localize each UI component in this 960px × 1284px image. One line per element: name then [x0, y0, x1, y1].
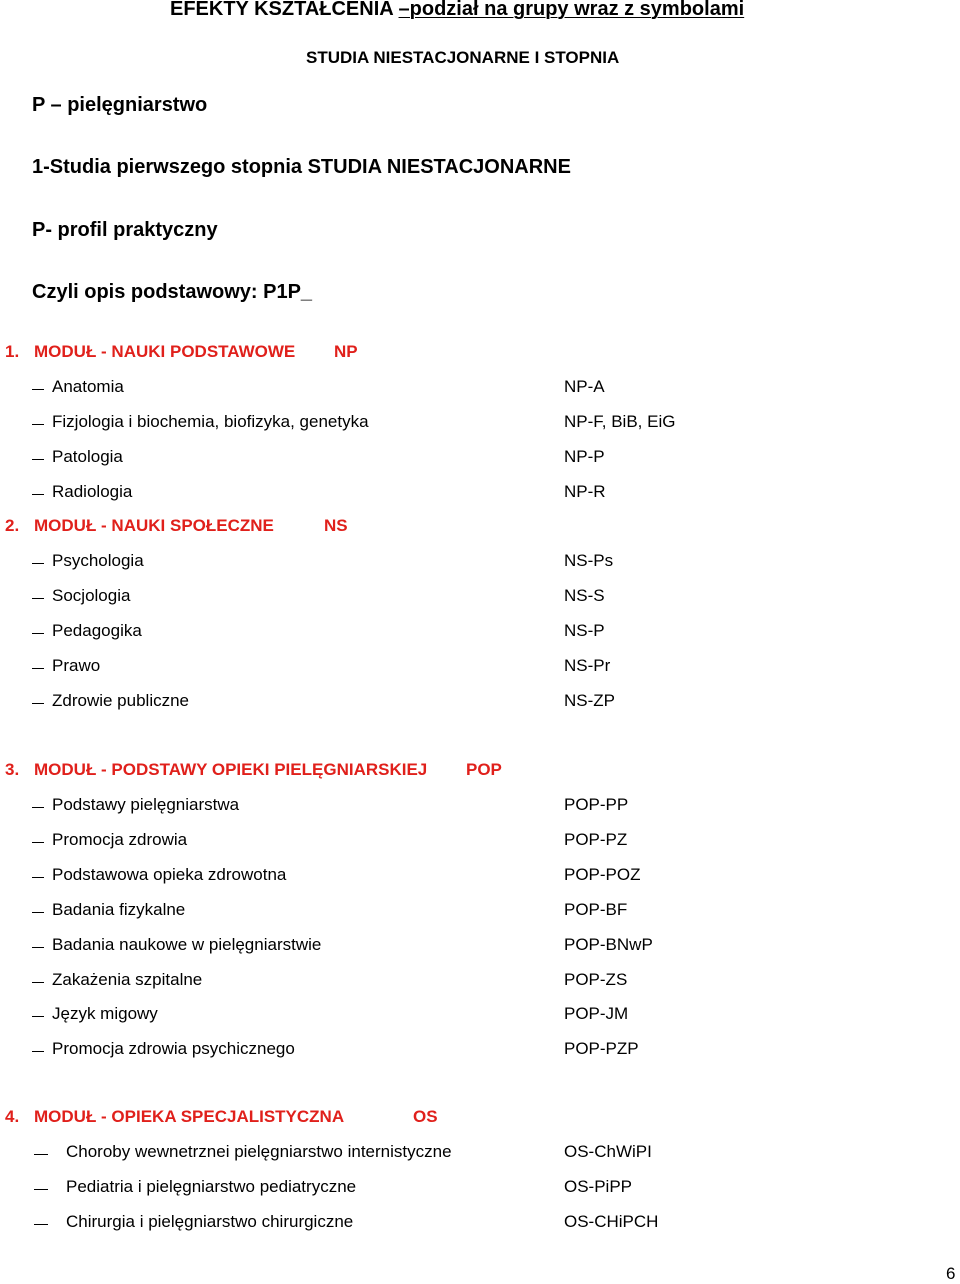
list-bullet-dash [32, 563, 44, 564]
subject-symbol: NS-P [564, 621, 605, 640]
subject-name: Pedagogika [52, 621, 142, 640]
module-code: NP [334, 342, 358, 361]
list-bullet-dash [32, 807, 44, 808]
module-number: 1. [5, 342, 20, 361]
subject-name: Podstawy pielęgniarstwa [52, 795, 240, 814]
title-underlined: –podział na grupy wraz z symbolami [398, 0, 745, 20]
list-bullet-dash [34, 1189, 48, 1190]
subject-symbol: POP-JM [564, 1004, 629, 1023]
list-bullet-dash [32, 982, 44, 983]
list-bullet-dash [32, 494, 44, 495]
subject-symbol: NS-Pr [564, 656, 611, 675]
list-bullet-dash [32, 389, 44, 390]
module-number: 4. [5, 1107, 20, 1126]
module-code: POP [466, 760, 502, 779]
module-code: OS [413, 1107, 438, 1126]
field-of-study: P – pielęgniarstwo [32, 94, 208, 116]
subject-symbol: POP-BF [564, 900, 628, 919]
list-bullet-dash [32, 633, 44, 634]
list-bullet-dash [32, 912, 44, 913]
subject-symbol: NP-F, BiB, EiG [564, 412, 676, 431]
list-bullet-dash [34, 1224, 48, 1225]
document-subtitle: STUDIA NIESTACJONARNE I STOPNIA [306, 48, 620, 67]
subject-name: Psychologia [52, 551, 144, 570]
module-title: MODUŁ - NAUKI SPOŁECZNE [34, 516, 274, 535]
study-level: 1-Studia pierwszego stopnia STUDIA NIESTACJONARNE [32, 156, 571, 178]
list-bullet-dash [32, 947, 44, 948]
list-bullet-dash [32, 842, 44, 843]
document-title [170, 0, 744, 21]
subject-name: Fizjologia i biochemia, biofizyka, genetyka [52, 412, 369, 431]
subject-name: Zakażenia szpitalne [52, 970, 203, 989]
module-title: MODUŁ - NAUKI PODSTAWOWE [34, 342, 296, 361]
subject-name: Promocja zdrowia psychicznego [52, 1039, 295, 1058]
subject-name: Promocja zdrowia [52, 830, 188, 849]
subject-name: Podstawowa opieka zdrowotna [52, 865, 287, 884]
list-bullet-dash [32, 703, 44, 704]
list-bullet-dash [34, 1154, 48, 1155]
subject-name: Radiologia [52, 482, 133, 501]
subject-name: Choroby wewnetrznei pielęgniarstwo internistyczne [66, 1142, 452, 1161]
subject-symbol: POP-ZS [564, 970, 628, 989]
subject-symbol: OS-CHiPCH [564, 1212, 659, 1231]
module-code: NS [324, 516, 348, 535]
subject-symbol: POP-PZ [564, 830, 628, 849]
subject-name: Pediatria i pielęgniarstwo pediatryczne [66, 1177, 357, 1196]
subject-symbol: POP-PZP [564, 1039, 639, 1058]
subject-name: Patologia [52, 447, 123, 466]
subject-name: Badania naukowe w pielęgniarstwie [52, 935, 322, 954]
list-bullet-dash [32, 424, 44, 425]
basic-description: Czyli opis podstawowy: P1P_ [32, 281, 313, 303]
list-bullet-dash [32, 598, 44, 599]
subject-symbol: NS-Ps [564, 551, 614, 570]
subject-name: Prawo [52, 656, 101, 675]
subject-symbol: NS-S [564, 586, 605, 605]
module-title: MODUŁ - PODSTAWY OPIEKI PIELĘGNIARSKIEJ [34, 760, 428, 779]
subject-name: Badania fizykalne [52, 900, 186, 919]
module-title: MODUŁ - OPIEKA SPECJALISTYCZNA [34, 1107, 345, 1126]
subject-symbol: POP-BNwP [564, 935, 653, 954]
subject-symbol: OS-PiPP [564, 1177, 633, 1196]
page-number: 6 [946, 1264, 956, 1283]
list-bullet-dash [32, 877, 44, 878]
subject-name: Socjologia [52, 586, 131, 605]
subject-symbol: POP-POZ [564, 865, 641, 884]
subject-symbol: NS-ZP [564, 691, 615, 710]
subject-symbol: POP-PP [564, 795, 629, 814]
subject-symbol: OS-ChWiPI [564, 1142, 652, 1161]
module-number: 3. [5, 760, 20, 779]
list-bullet-dash [32, 459, 44, 460]
title-main: EFEKTY KSZTAŁCENIA [170, 0, 399, 20]
subject-symbol: NP-A [564, 377, 605, 396]
subject-name: Chirurgia i pielęgniarstwo chirurgiczne [66, 1212, 354, 1231]
subject-name: Język migowy [52, 1004, 158, 1023]
subject-symbol: NP-R [564, 482, 606, 501]
subject-name: Anatomia [52, 377, 124, 396]
subject-symbol: NP-P [564, 447, 605, 466]
module-number: 2. [5, 516, 20, 535]
list-bullet-dash [32, 668, 44, 669]
list-bullet-dash [32, 1051, 44, 1052]
subject-name: Zdrowie publiczne [52, 691, 190, 710]
list-bullet-dash [32, 1016, 44, 1017]
study-profile: P- profil praktyczny [32, 219, 218, 241]
